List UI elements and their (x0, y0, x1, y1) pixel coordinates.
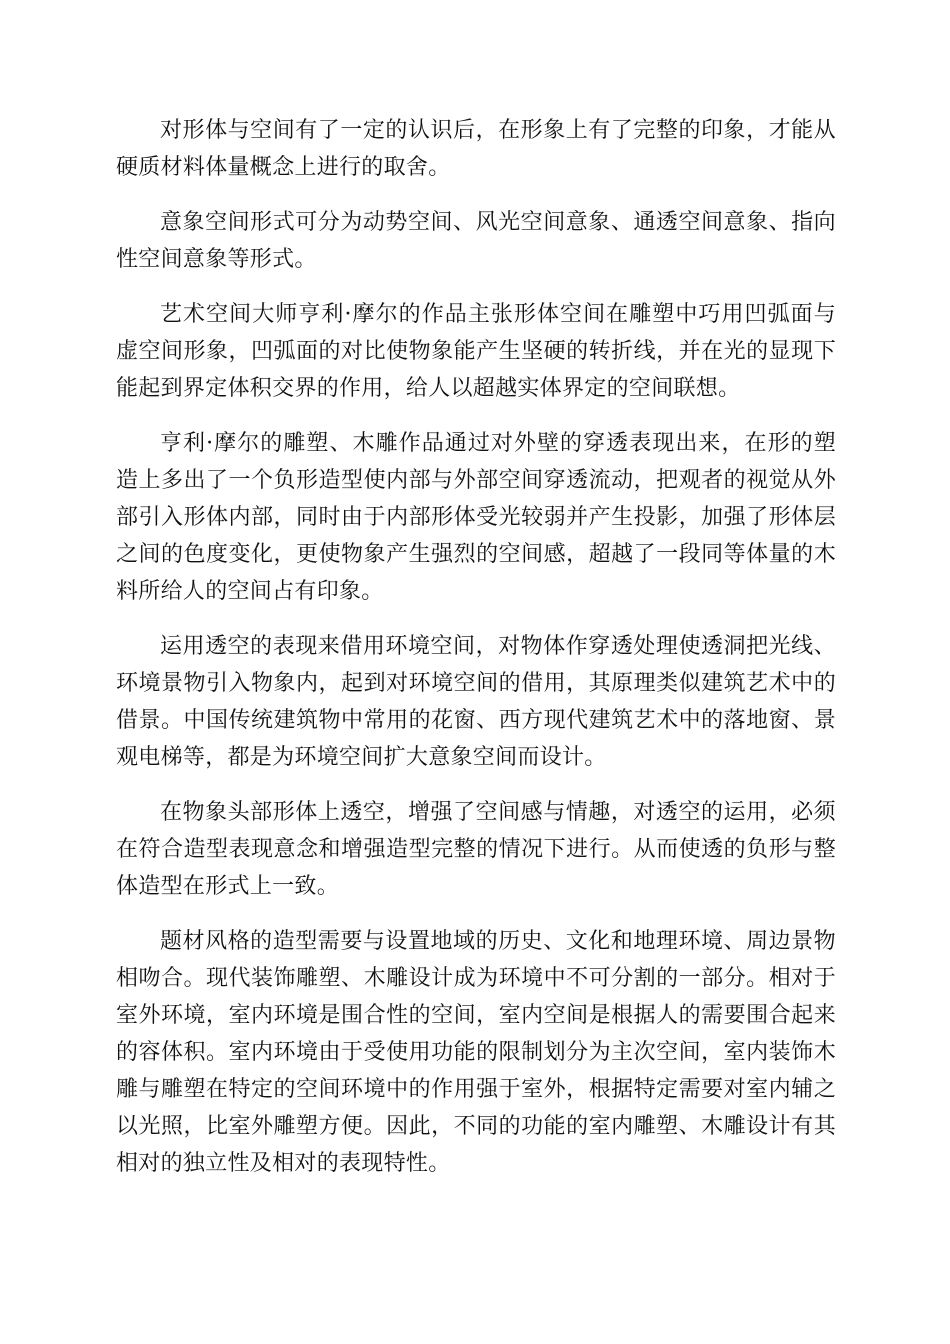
paragraph-1: 对形体与空间有了一定的认识后，在形象上有了完整的印象，才能从硬质材料体量概念上进行的取舍。 (116, 118, 836, 180)
document-page (116, 112, 836, 1200)
paragraph-6: 在物象头部形体上透空，增强了空间感与情趣，对透空的运用，必须在符合造型表现意念和增强造型完整的情况下进行。从而使透的负形与整体造型在形式上一致。 (116, 800, 836, 899)
paragraph-2: 意象空间形式可分为动势空间、风光空间意象、通透空间意象、指向性空间意象等形式。 (116, 210, 836, 272)
paragraph-3: 艺术空间大师亨利·摩尔的作品主张形体空间在雕塑中巧用凹弧面与虚空间形象，凹弧面的对比使物象能产生坚硬的转折线，并在光的显现下能起到界定体积交界的作用，给人以超越实体界定的空间联想。 (116, 302, 836, 401)
paragraph-4: 亨利·摩尔的雕塑、木雕作品通过对外壁的穿透表现出来，在形的塑造上多出了一个负形造型使内部与外部空间穿透流动，把观者的视觉从外部引入形体内部，同时由于内部形体受光较弱并产生投影，加强了形体层之间的色度变化，更使物象产生强烈的空间感，超越了一段同等体量的木料所给人的空间占有印象。 (116, 431, 836, 604)
paragraph-7: 题材风格的造型需要与设置地域的历史、文化和地理环境、周边景物相吻合。现代装饰雕塑、木雕设计成为环境中不可分割的一部分。相对于室外环境，室内环境是围合性的空间，室内空间是根据人的需要围合起来的容体积。室内环境由于受使用功能的限制划分为主次空间，室内装饰木雕与雕塑在特定的空间环境中的作用强于室外，根据特定需要对室内辅之以光照，比室外雕塑方便。因此，不同的功能的室内雕塑、木雕设计有其相对的独立性及相对的表现特性。 (116, 929, 836, 1176)
paragraph-5: 运用透空的表现来借用环境空间，对物体作穿透处理使透洞把光线、环境景物引入物象内，起到对环境空间的借用，其原理类似建筑艺术中的借景。中国传统建筑物中常用的花窗、西方现代建筑艺术中的落地窗、景观电梯等，都是为环境空间扩大意象空间而设计。 (116, 634, 836, 770)
